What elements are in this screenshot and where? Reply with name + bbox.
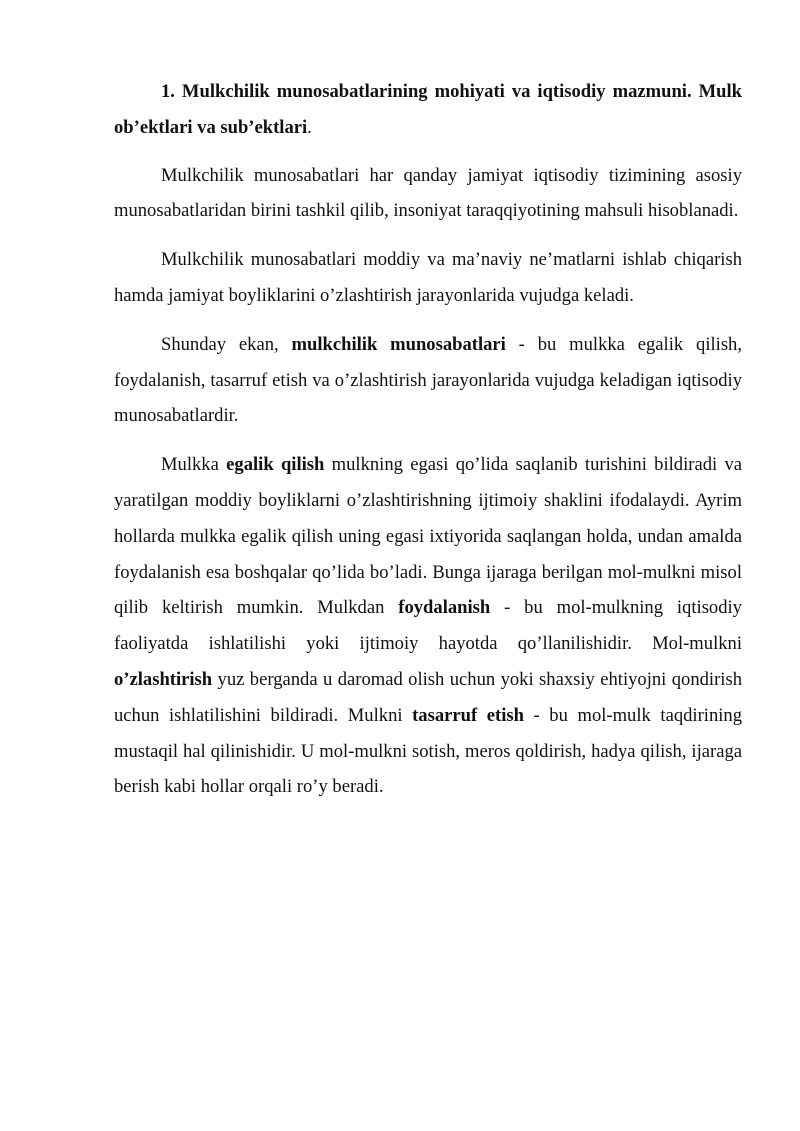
term-egalik-qilish: egalik qilish bbox=[226, 454, 325, 476]
heading-title: 1. Mulkchilik munosabatlarining mohiyati va iqtisodiy mazmuni. Mulk ob’ektlari va sub’ektlari bbox=[114, 81, 742, 138]
term-mulkchilik-munosabatlari: mulkchilik munosabatlari bbox=[291, 333, 506, 355]
p3-text-end: - bu mulkka egalik qilish, foydalanish, tasarruf etish va o’zlashtirish jarayonlarida vujudga keladigan iqtisodiy munosabatlardir. bbox=[114, 333, 742, 427]
term-foydalanish: foydalanish bbox=[398, 597, 491, 619]
term-tasarruf-etish: tasarruf etish bbox=[412, 704, 524, 726]
section-heading bbox=[114, 74, 742, 146]
p4-text-3: - bu mol-mulkning iqtisodiy faoliyatda ishlatilishi yoki ijtimoiy hayotda qo’llanilishidir. Mol-mulkni bbox=[114, 597, 742, 655]
p4-text-2: mulkning egasi qo’lida saqlanib turishini bildiradi va yaratilgan moddiy boyliklarni o’zlashtirishning ijtimoiy shaklini ifodalaydi. Ayrim hollarda mulkka egalik qilish uning egasi ixtiyorida saqlangan holda, undan amalda foydalanish esa boshqalar qo’lida bo’ladi. Bunga ijaraga berilgan mol-mulkni misol qilib keltirish mumkin. Mulkdan bbox=[114, 454, 743, 619]
p3-text-start: Shunday ekan, bbox=[161, 333, 292, 355]
paragraph-4 bbox=[114, 447, 742, 805]
p4-text-5: - bu mol-mulk taqdirining mustaqil hal qilinishidir. U mol-mulkni sotish, meros qoldirish, hadya qilish, ijaraga berish kabi hollar orqali ro’y beradi. bbox=[114, 704, 742, 798]
p4-text-4: yuz berganda u daromad olish uchun yoki shaxsiy ehtiyojni qondirish uchun ishlatilishini bildiradi. Mulkni bbox=[114, 668, 742, 726]
p4-text-1: Mulkka bbox=[161, 454, 227, 476]
heading-period: . bbox=[307, 116, 312, 138]
document-page bbox=[114, 74, 742, 818]
term-ozlashtirish: o’zlashtirish bbox=[114, 668, 213, 690]
paragraph-1: Mulkchilik munosabatlari har qanday jamiyat iqtisodiy tizimining asosiy munosabatlaridan birini tashkil qilib, insoniyat taraqqiyotining mahsuli hisoblanadi. bbox=[114, 164, 742, 222]
paragraph-3 bbox=[114, 327, 742, 434]
paragraph-2: Mulkchilik munosabatlari moddiy va ma’naviy ne’matlarni ishlab chiqarish hamda jamiyat boyliklarini o’zlashtirish jarayonlarida vujudga keladi. bbox=[114, 249, 742, 306]
